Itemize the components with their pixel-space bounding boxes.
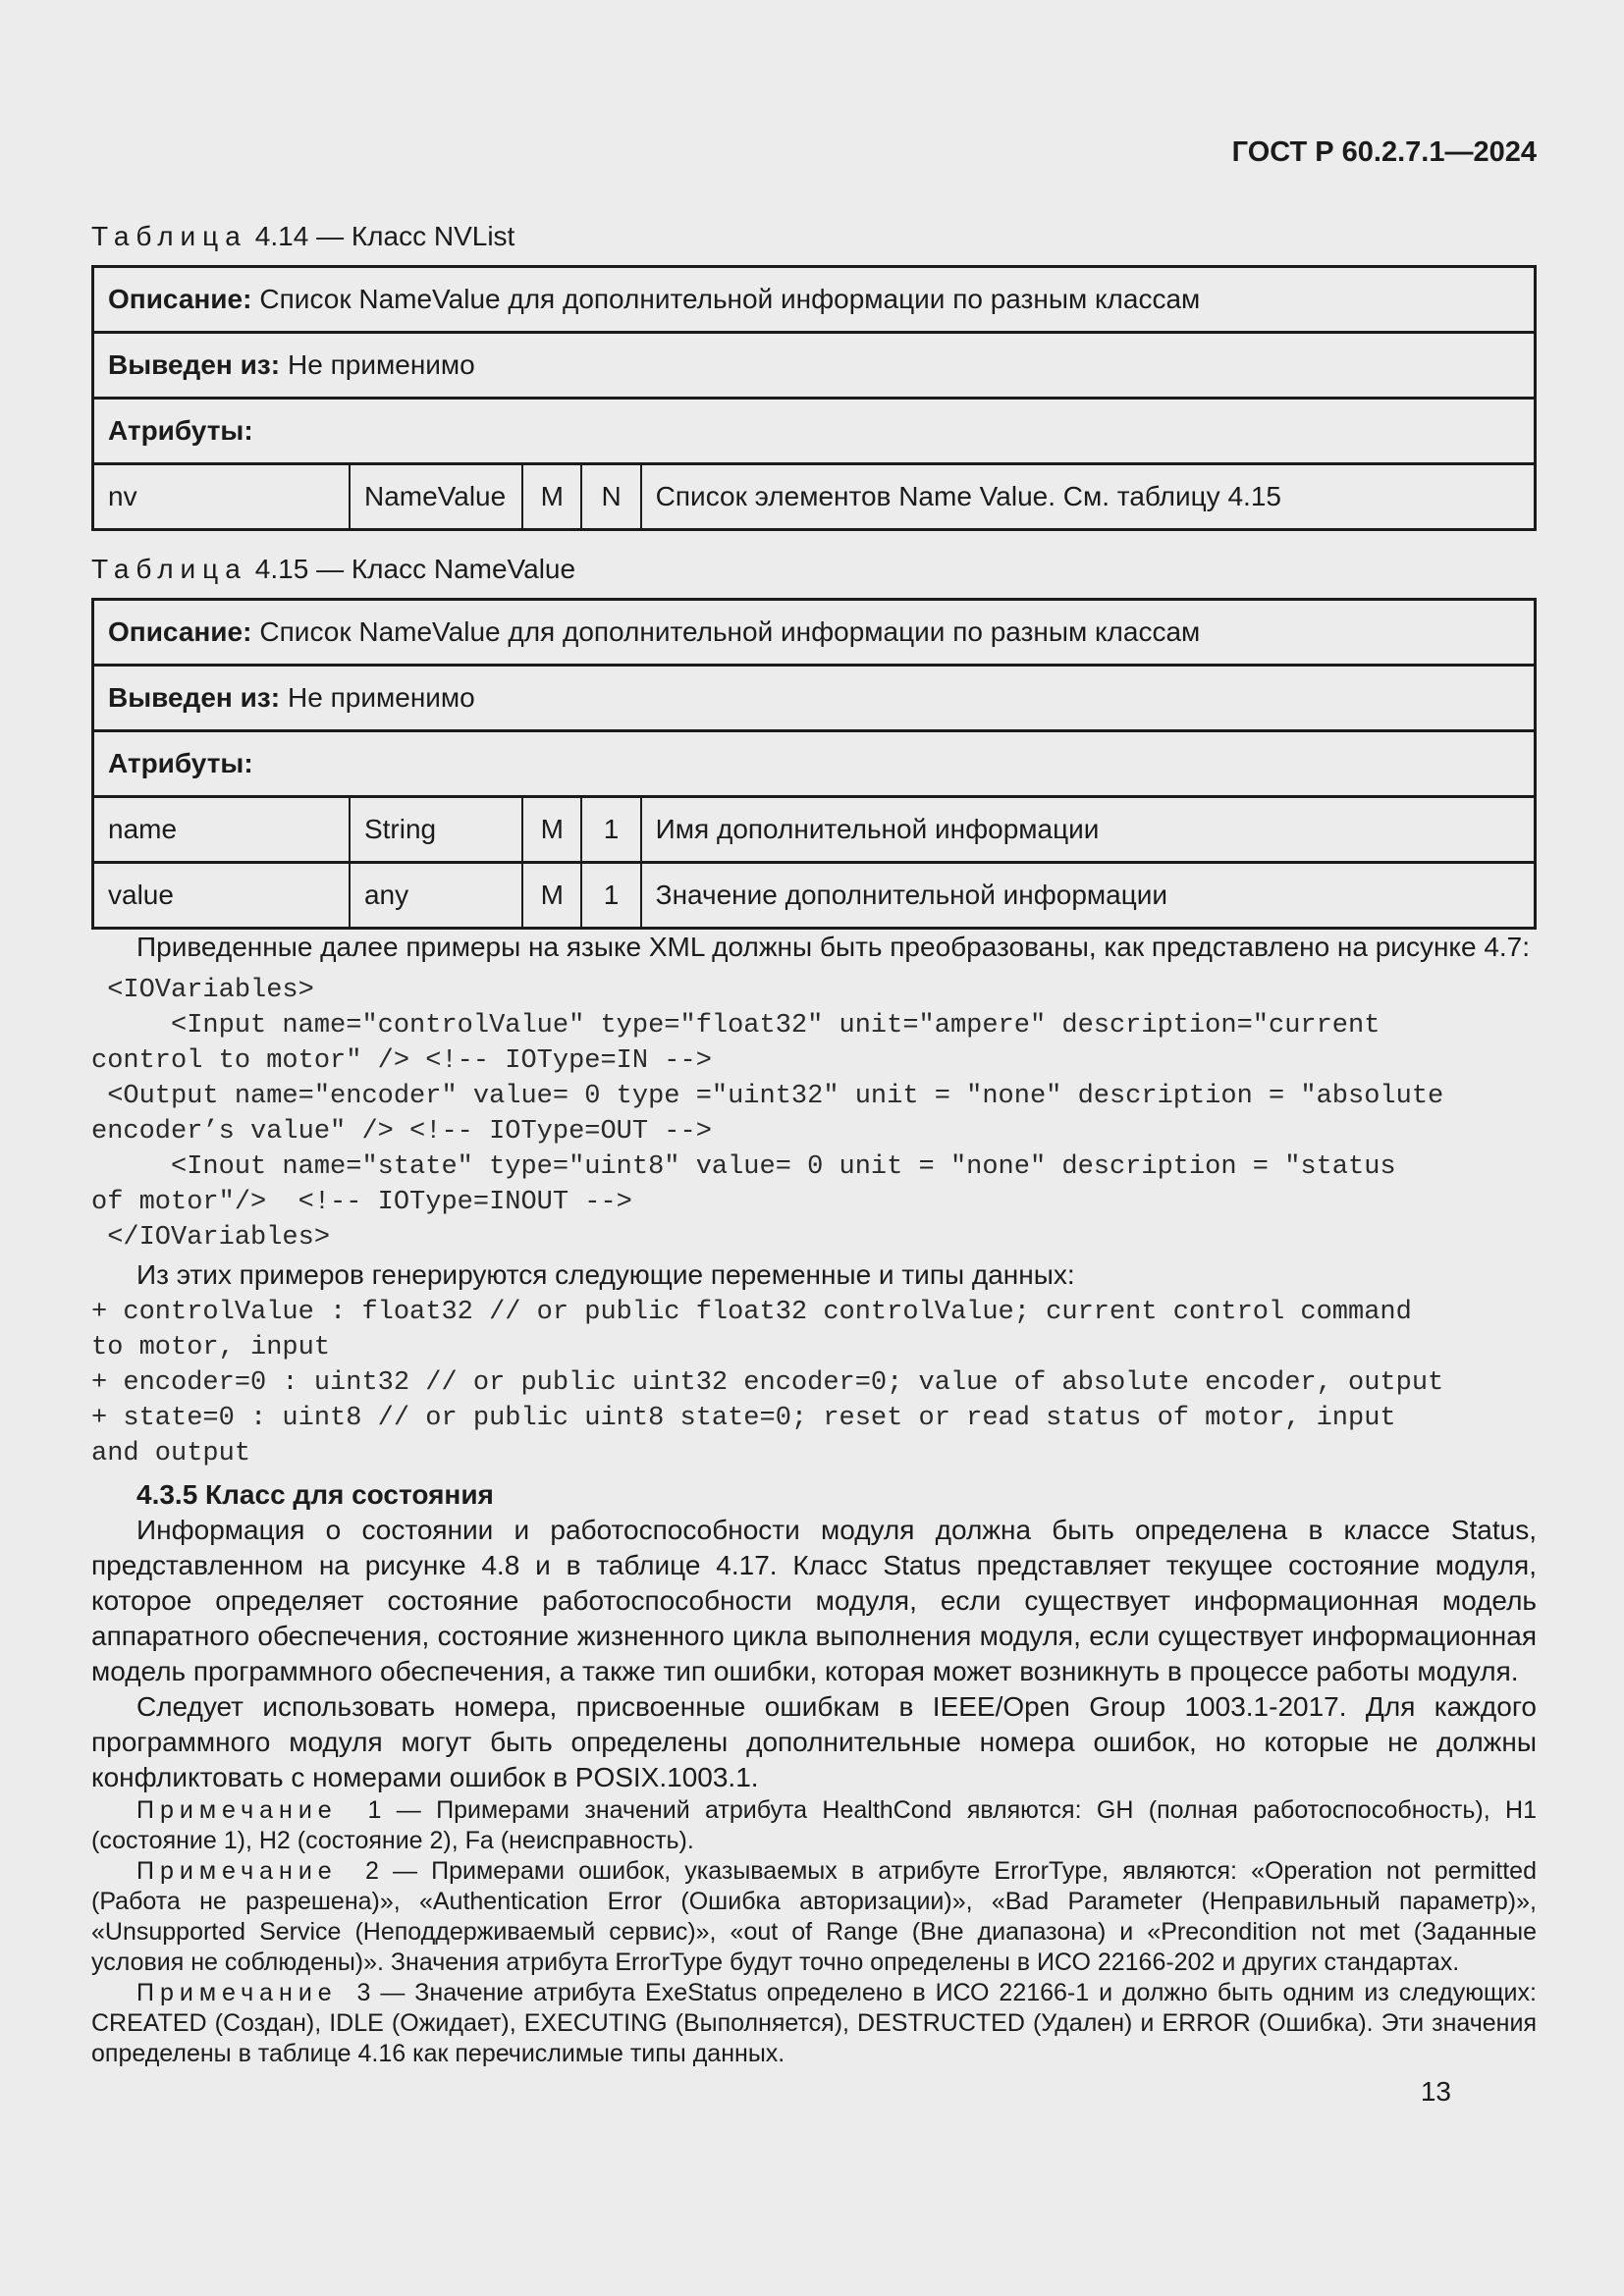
description-value: Список NameValue для дополнительной информации по разным классам: [259, 616, 1201, 647]
code-line: of motor"/> <!-- IOType=INOUT -->: [91, 1188, 632, 1217]
standard-code: ГОСТ Р 60.2.7.1—2024: [1231, 136, 1537, 168]
description-label: Описание:: [108, 616, 252, 647]
derived-value: Не применимо: [288, 682, 475, 713]
note-text: Примерами значений атрибута HealthCond являются: GH (полная работоспособность), H1 (состояние 1), H2 (состояние 2), Fa (неисправность).: [91, 1796, 1537, 1854]
attr-description-cell: Значение дополнительной информации: [641, 863, 1536, 929]
code-line: <IOVariables>: [91, 976, 314, 1005]
derived-value: Не применимо: [288, 349, 475, 380]
page-number: 13: [1420, 2076, 1451, 2107]
note-label: Примечание: [136, 1857, 338, 1885]
code-line: to motor, input: [91, 1333, 331, 1362]
attr-type-cell: String: [350, 797, 522, 863]
caption-text: 4.15 — Класс NameValue: [254, 554, 576, 584]
code-line: <Output name="encoder" value= 0 type ="uint32" unit = "none" description = "absolute: [91, 1082, 1444, 1111]
table-row: [93, 267, 1536, 333]
table-row: [93, 863, 1536, 929]
note-label: Примечание: [136, 1796, 338, 1824]
status-class-paragraph: Информация о состоянии и работоспособности модуля должна быть определена в классе Status, представленном на рисунке 4.8 и в таблице 4.17. Класс Status представляет текущее состояние модуля, которое определяет состояние работоспособности модуля, если существует информационная модель аппаратного обеспечения, состояние жизненного цикла выполнения модуля, если существует информационная модель программного обеспечения, а также тип ошибки, которая может возникнуть в процессе работы модуля.: [91, 1515, 1537, 1686]
table-row: [93, 399, 1536, 464]
table-row: [93, 797, 1536, 863]
code-line: control to motor" /> <!-- IOType=IN -->: [91, 1046, 712, 1076]
attr-cardinality-cell: 1: [581, 863, 640, 929]
attributes-label: Атрибуты:: [108, 415, 253, 446]
note-1: [91, 1795, 1537, 1856]
caption-word: Таблица: [91, 221, 247, 251]
table-4-15: [91, 598, 1537, 930]
note-label: Примечание: [136, 1979, 338, 2006]
caption-word: Таблица: [91, 554, 247, 584]
note-dash: —: [380, 1979, 406, 2006]
table-row: [93, 333, 1536, 399]
note-dash: —: [392, 1857, 417, 1885]
code-line: + encoder=0 : uint32 // or public uint32 encoder=0; value of absolute encoder, output: [91, 1368, 1444, 1398]
table-row: [93, 731, 1536, 797]
doc-header: [91, 0, 1537, 169]
attr-type-cell: any: [350, 863, 522, 929]
table-4-14: [91, 265, 1537, 531]
error-numbers-paragraph: Следует использовать номера, присвоенные ошибкам в IEEE/Open Group 1003.1-2017. Для каждого программного модуля могут быть определены дополнительные номера ошибок, но которые не должны конфликтовать с номерами ошибок в POSIX.1003.1.: [91, 1691, 1537, 1792]
derived-label: Выведен из:: [108, 682, 281, 713]
note-dash: —: [396, 1796, 421, 1824]
section-heading-4-3-5: 4.3.5 Класс для состояния: [136, 1479, 494, 1510]
note-number: 1: [367, 1796, 382, 1824]
table-row: [93, 464, 1536, 530]
note-number: 2: [364, 1857, 379, 1885]
note-text: Примерами ошибок, указываемых в атрибуте ErrorType, являются: «Operation not permitted (Работа не разрешена)», «Authentication Error (Ошибка авторизации)», «Bad Parameter (Неправильный параметр)», «Unsupported Service (Неподдерживаемый сервис)», «out of Range (Вне диапазона) и «Precondition not met (Заданные условия не соблюдены)». Значения атрибута ErrorType будут точно определены в ИСО 22166-202 и других стандартах.: [91, 1857, 1537, 1976]
code-line: encoder’s value" /> <!-- IOType=OUT -->: [91, 1117, 712, 1147]
table-row: [93, 600, 1536, 666]
variables-code-block: [91, 1295, 1537, 1471]
attr-name-cell: nv: [93, 464, 350, 530]
attr-mandatory-cell: M: [522, 797, 581, 863]
code-line: + state=0 : uint8 // or public uint8 state=0; reset or read status of motor, input: [91, 1404, 1396, 1433]
description-value: Список NameValue для дополнительной информации по разным классам: [259, 284, 1201, 314]
attr-name-cell: name: [93, 797, 350, 863]
code-line: <Inout name="state" type="uint8" value= 0 unit = "none" description = "status: [91, 1152, 1396, 1182]
code-line: + controlValue : float32 // or public float32 controlValue; current control command: [91, 1298, 1412, 1327]
attr-cardinality-cell: 1: [581, 797, 640, 863]
note-number: 3: [356, 1979, 371, 2006]
note-3: [91, 1978, 1537, 2069]
attr-cardinality-cell: N: [581, 464, 640, 530]
table-row: [93, 666, 1536, 731]
code-line: <Input name="controlValue" type="float32" unit="ampere" description="current: [91, 1011, 1380, 1041]
note-2: [91, 1856, 1537, 1978]
note-text: Значение атрибута ExeStatus определено в ИСО 22166-1 и должно быть одним из следующих: CREATED (Создан), IDLE (Ожидает), EXECUTING (Выполняется), DESTRUCTED (Удален) и ERROR (Ошибка). Эти значения определены в таблице 4.16 как перечислимые типы данных.: [91, 1979, 1537, 2067]
code-line: </IOVariables>: [91, 1223, 331, 1253]
table-4-15-caption: [91, 553, 1537, 586]
attr-mandatory-cell: M: [522, 464, 581, 530]
attr-mandatory-cell: M: [522, 863, 581, 929]
derived-label: Выведен из:: [108, 349, 281, 380]
attributes-label: Атрибуты:: [108, 748, 253, 778]
attr-type-cell: NameValue: [350, 464, 522, 530]
xml-intro-paragraph: Приведенные далее примеры на языке XML должны быть преобразованы, как представлено на рисунке 4.7:: [136, 932, 1531, 962]
code-line: and output: [91, 1439, 251, 1468]
vars-intro-paragraph: Из этих примеров генерируются следующие переменные и типы данных:: [136, 1259, 1075, 1290]
table-4-14-caption: [91, 220, 1537, 253]
description-label: Описание:: [108, 284, 252, 314]
xml-code-block: [91, 973, 1537, 1255]
attr-description-cell: Имя дополнительной информации: [641, 797, 1536, 863]
caption-text: 4.14 — Класс NVList: [254, 221, 515, 251]
attr-description-cell: Список элементов Name Value. См. таблицу 4.15: [641, 464, 1536, 530]
attr-name-cell: value: [93, 863, 350, 929]
